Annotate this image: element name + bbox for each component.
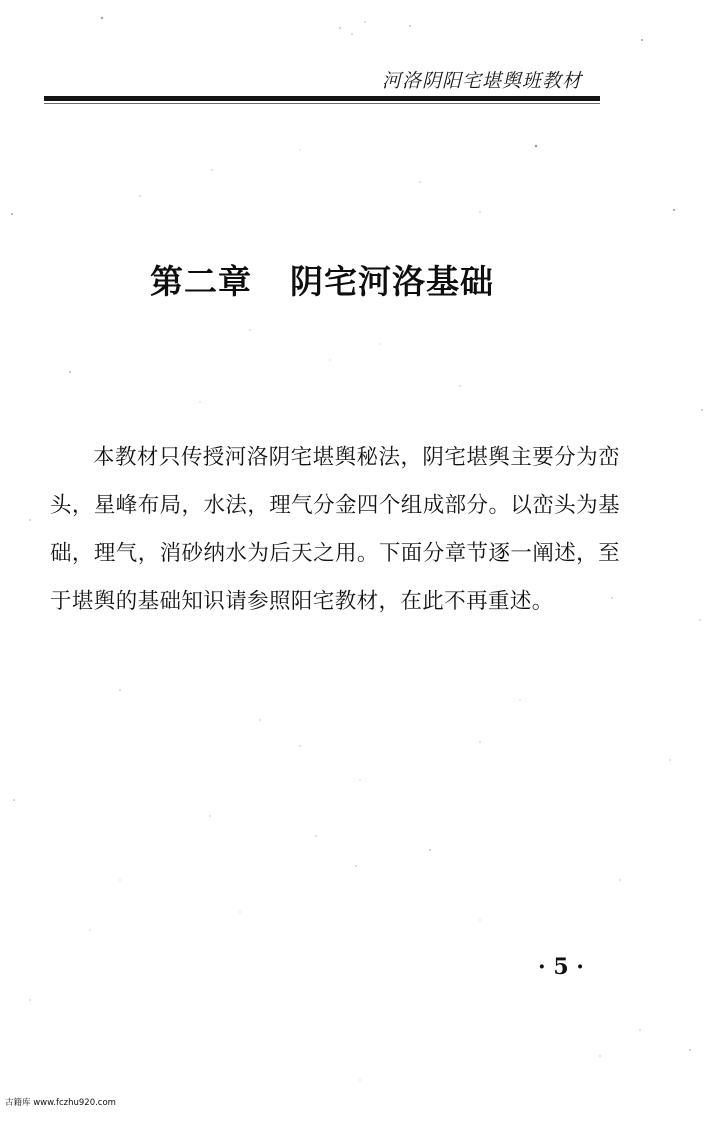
site-watermark: 古籍库 www.fczhu920.com	[5, 1098, 116, 1108]
header-rule-thin	[44, 103, 600, 104]
page-number: · 5 ·	[538, 954, 584, 980]
body-text	[50, 434, 620, 626]
running-header-title: 河洛阴阳宅堪舆班教材	[381, 70, 582, 92]
header-rule-thick	[44, 96, 600, 101]
chapter-heading	[150, 256, 494, 303]
chapter-title: 阴宅河洛基础	[290, 262, 494, 301]
chapter-number: 第二章	[150, 262, 252, 301]
body-paragraph: 本教材只传授河洛阴宅堪舆秘法，阴宅堪舆主要分为峦头，星峰布局，水法，理气分金四个组成部分。以峦头为基础，理气，消砂纳水为后天之用。下面分章节逐一阐述，至于堪舆的基础知识请参照阳宅教材，在此不再重述。	[50, 445, 620, 614]
